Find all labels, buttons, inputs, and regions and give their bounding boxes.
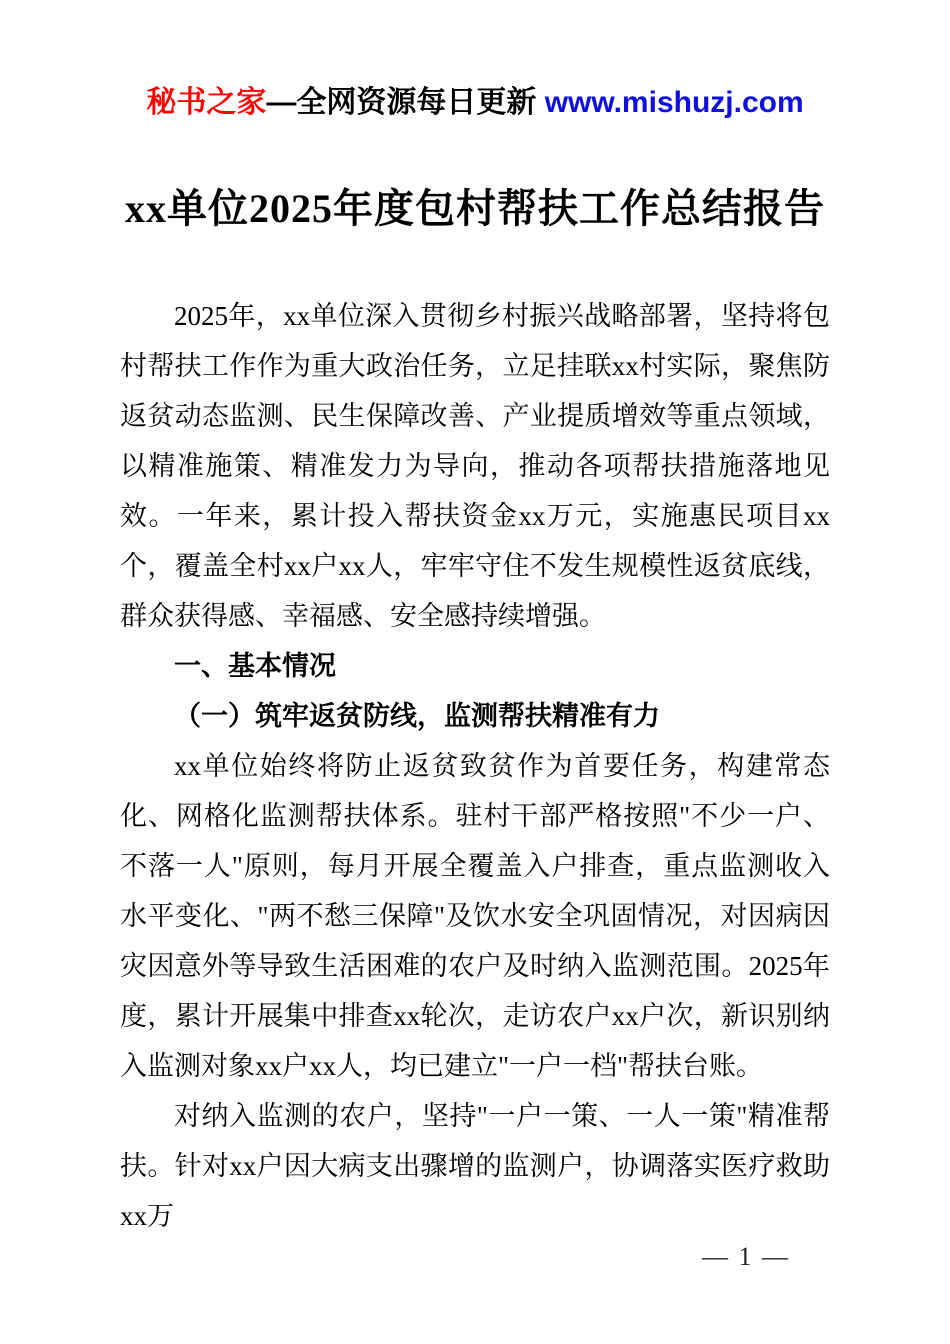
body-paragraph-monitoring: xx单位始终将防止返贫致贫作为首要任务，构建常态化、网格化监测帮扶体系。驻村干部严格按照"不少一户、不落一人"原则，每月开展全覆盖入户排查，重点监测收入水平变化、"两不愁三保障"及饮水安全巩固情况，对因病因灾因意外等导致生活困难的农户及时纳入监测范围。2025年度，累计开展集中排查xx轮次，走访农户xx户次，新识别纳入监测对象xx户xx人，均已建立"一户一档"帮扶台账。 xyxy=(120,751,830,1081)
site-brand: 秘书之家 xyxy=(146,86,267,119)
document-body xyxy=(0,291,950,1241)
intro-paragraph: 2025年，xx单位深入贯彻乡村振兴战略部署，坚持将包村帮扶工作作为重大政治任务，立足挂联xx村实际，聚焦防返贫动态监测、民生保障改善、产业提质增效等重点领域，以精准施策、精准发力为导向，推动各项帮扶措施落地见效。一年来，累计投入帮扶资金xx万元，实施惠民项目xx个，覆盖全村xx户xx人，牢牢守住不发生规模性返贫底线，群众获得感、幸福感、安全感持续增强。 xyxy=(120,301,830,631)
site-url: www.mishuzj.com xyxy=(544,86,804,119)
subsection-1-1-heading: （一）筑牢返贫防线，监测帮扶精准有力 xyxy=(174,701,660,731)
site-header xyxy=(0,85,950,121)
document-title: xx单位2025年度包村帮扶工作总结报告 xyxy=(125,186,825,231)
body-paragraph-assistance: 对纳入监测的农户，坚持"一户一策、一人一策"精准帮扶。针对xx户因大病支出骤增的监测户，协调落实医疗救助xx万 xyxy=(120,1101,830,1231)
site-tagline: —全网资源每日更新 xyxy=(266,86,545,119)
page-number: — 1 — xyxy=(702,1242,790,1271)
section-1-heading: 一、基本情况 xyxy=(174,651,336,681)
